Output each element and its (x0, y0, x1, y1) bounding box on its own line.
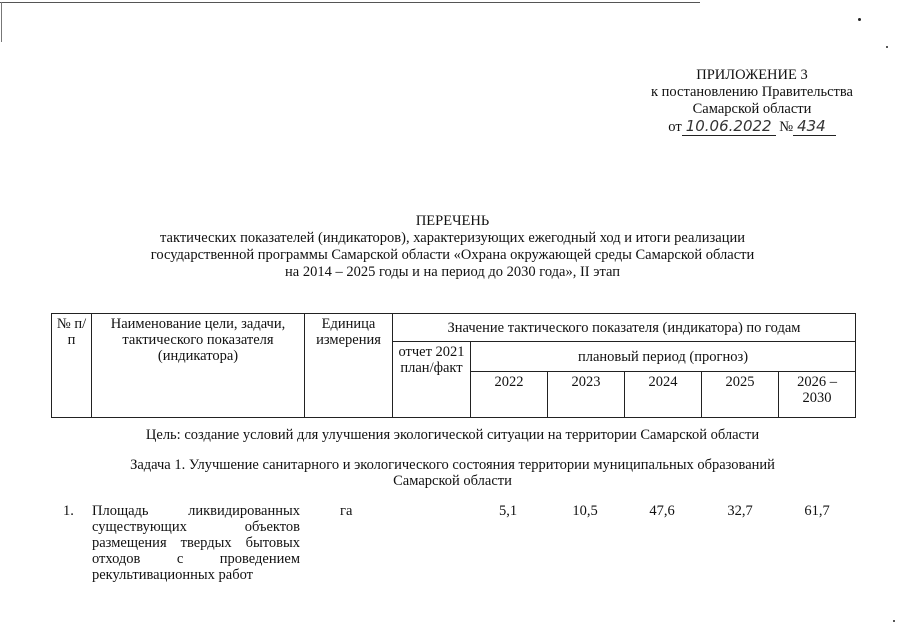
row-value: 5,1 (498, 503, 518, 519)
header-num: № п/п (52, 314, 92, 418)
row-value: 32,7 (727, 503, 753, 519)
row-value: 61,7 (804, 503, 830, 519)
header-unit: Единица измерения (305, 314, 393, 418)
goal-text: Цель: создание условий для улучшения экологической ситуации на территории Самарской области (145, 427, 760, 443)
annex-title: ПРИЛОЖЕНИЕ 3 (696, 67, 808, 83)
scan-speck (893, 620, 895, 622)
annex-date-number (651, 118, 853, 136)
header-report: отчет 2021 план/факт (393, 342, 471, 418)
row-number: 1. (63, 503, 74, 519)
header-year: 2026 – 2030 (779, 372, 856, 418)
task-line-1: Задача 1. Улучшение санитарного и экологического состояния территории муниципальных образований (130, 457, 775, 473)
task-line-2: Самарской области (393, 473, 512, 489)
scan-left-border (1, 2, 2, 42)
title-line-2: государственной программы Самарской области «Охрана окружающей среды Самарской области (150, 247, 755, 263)
header-year: 2022 (471, 372, 548, 418)
title-line-3: на 2014 – 2025 годы и на период до 2030 года», II этап (285, 264, 620, 280)
task-text (0, 457, 905, 489)
row-unit: га (340, 503, 353, 519)
handwritten-number: 434 (793, 118, 836, 136)
header-plan: плановый период (прогноз) (471, 342, 856, 372)
number-prefix: № (779, 119, 794, 135)
annex-line-3: Самарской области (692, 101, 812, 117)
handwritten-date: 10.06.2022 (682, 118, 776, 136)
header-year: 2023 (548, 372, 625, 418)
header-name: Наименование цели, задачи, тактического показателя (индикатора) (92, 314, 305, 418)
row-indicator-name: Площадь ликвидированных существующих объектов размещения твердых бытовых отходов с проведением рекультивационных работ (92, 503, 300, 583)
scan-speck (886, 46, 888, 48)
header-values: Значение тактического показателя (индикатора) по годам (393, 314, 856, 342)
document-title (0, 213, 905, 281)
annex-block (651, 67, 853, 136)
title-heading: ПЕРЕЧЕНЬ (415, 213, 490, 229)
row-value: 10,5 (572, 503, 598, 519)
title-line-1: тактических показателей (индикаторов), характеризующих ежегодный ход и итоги реализации (160, 230, 745, 246)
indicators-table-header (51, 313, 856, 418)
annex-line-2: к постановлению Правительства (651, 84, 853, 100)
scan-speck (858, 18, 861, 21)
header-year: 2024 (625, 372, 702, 418)
header-year: 2025 (702, 372, 779, 418)
date-prefix: от (668, 119, 682, 135)
scan-top-border (0, 2, 700, 3)
row-value: 47,6 (649, 503, 675, 519)
